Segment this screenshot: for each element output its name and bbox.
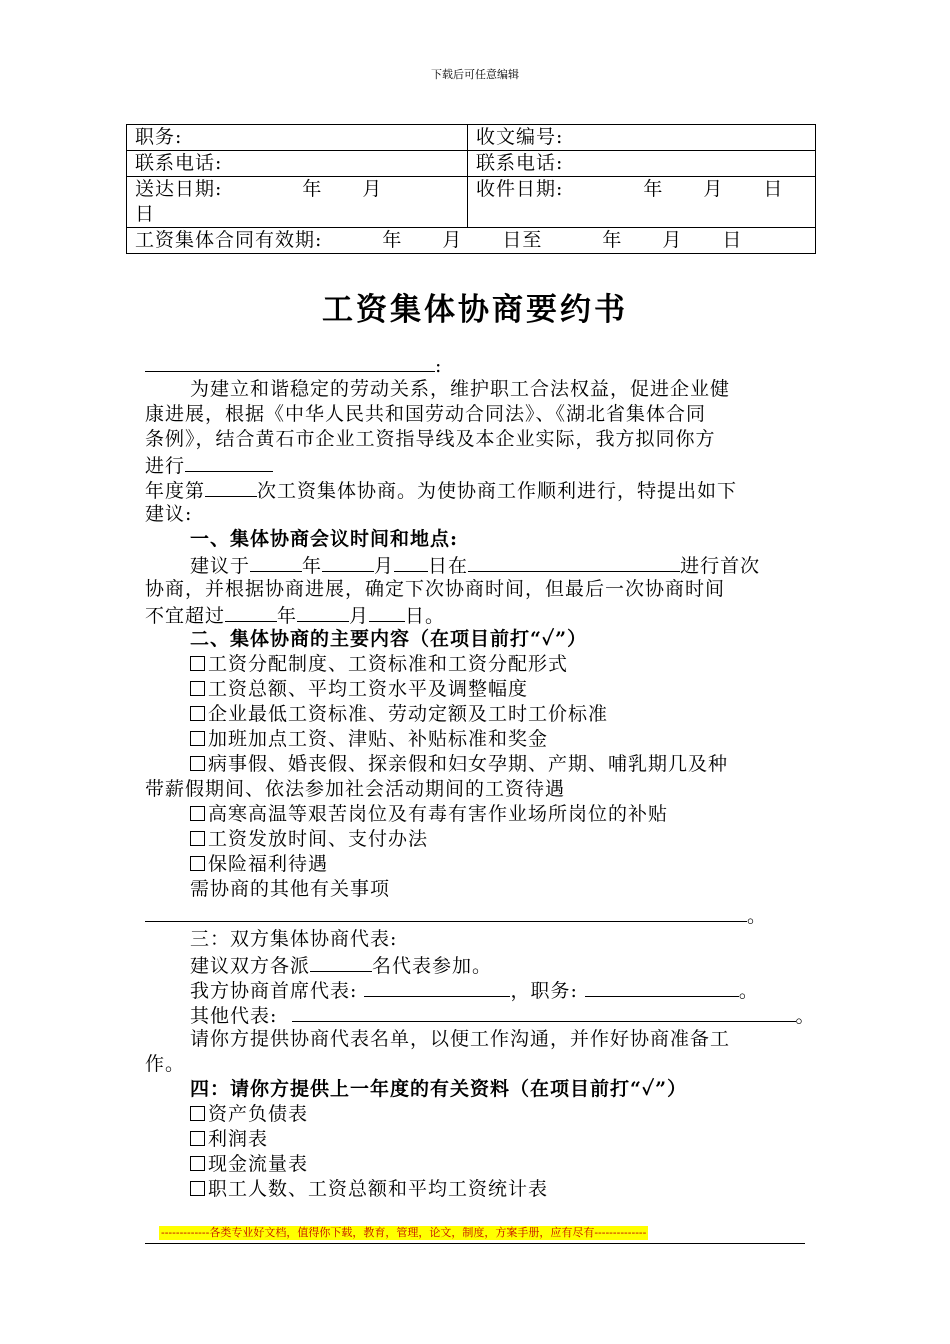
intro-line5 (145, 477, 737, 504)
s1-l3-text-c: 月 (349, 605, 370, 627)
s1-place-blank (468, 552, 680, 572)
delivery-date-cell (127, 177, 468, 228)
addressee-blank (145, 352, 435, 372)
receipt-date-cell (468, 177, 816, 228)
intro-line1: 为建立和谐稳定的劳动关系，维护职工合法权益，促进企业健 (190, 378, 731, 400)
section3-line3 (190, 1002, 816, 1029)
footer-banner: -------------各类专业好文档，值得你下载，教育，管理，论文，制度，方案手册，应有尽有-------------- (161, 1226, 647, 1239)
item-label: 加班加点工资、津贴、补贴标准和奖金 (208, 728, 549, 750)
phone-cell-right (468, 151, 816, 177)
year-blank (185, 452, 273, 472)
s3-l1-text-a: 建议双方各派 (190, 955, 311, 977)
section2-item[interactable] (190, 727, 548, 752)
item-label: 现金流量表 (208, 1153, 309, 1175)
item-label: 工资发放时间、支付办法 (208, 828, 429, 850)
item-label: 利润表 (208, 1128, 269, 1150)
section2-item[interactable] (190, 827, 428, 852)
checkbox[interactable] (190, 1131, 205, 1146)
intro-line4-text: 进行 (145, 455, 186, 477)
s1-day-blank (394, 552, 428, 572)
contract-validity: 工资集体合同有效期: 年 月 日至 年 月 日 (135, 229, 743, 251)
s1-month-blank (322, 552, 374, 572)
chief-rep-blank (364, 977, 510, 997)
section2-item[interactable] (190, 852, 328, 877)
other-matters-period: 。 (747, 905, 768, 927)
section2-item[interactable] (190, 752, 728, 777)
item-label: 资产负债表 (208, 1103, 309, 1125)
phone-label-left: 联系电话: (135, 152, 223, 174)
other-matters: 需协商的其他有关事项 (190, 878, 391, 900)
s1-l3-day-blank (369, 602, 405, 622)
s3-l3-text-b: 。 (795, 1005, 816, 1027)
checkbox[interactable] (190, 681, 205, 696)
rep-count-blank (310, 952, 372, 972)
section2-item[interactable] (190, 702, 608, 727)
intro-line3: 条例》，结合黄石市企业工资指导线及本企业实际，我方拟同你方 (145, 428, 716, 450)
s3-l2-text-a: 我方协商首席代表: (190, 980, 358, 1002)
phone-label-right: 联系电话: (476, 152, 564, 174)
section3-line2 (190, 977, 759, 1004)
item-label: 企业最低工资标准、劳动定额及工时工价标准 (208, 703, 609, 725)
intro-line2: 康进展，根据《中华人民共和国劳动合同法》、《湖北省集体合同 (145, 403, 707, 425)
doc-number-label: 收文编号: (476, 126, 564, 148)
section1-line2: 协商，并根据协商进展，确定下次协商时间，但最后一次协商时间 (145, 578, 726, 600)
s3-l2-text-b: ，职务: (510, 980, 578, 1002)
checkbox[interactable] (190, 656, 205, 671)
position-label: 职务: (135, 126, 183, 148)
s3-l1-text-b: 名代表参加。 (372, 955, 493, 977)
s1-year-blank (250, 552, 302, 572)
salutation-colon: : (435, 355, 443, 377)
checkbox[interactable] (190, 1181, 205, 1196)
receipt-date: 收件日期: 年 月 日 (476, 178, 784, 200)
s3-l3-text-a: 其他代表: (190, 1005, 278, 1027)
section4-heading: 四：请你方提供上一年度的有关资料（在项目前打“✓”） (190, 1078, 688, 1100)
item-label: 职工人数、工资总额和平均工资统计表 (208, 1178, 549, 1200)
s1-text-c: 月 (374, 555, 395, 577)
intro-line6: 建议: (145, 503, 193, 525)
item-label: 工资分配制度、工资标准和工资分配形式 (208, 653, 569, 675)
position-cell (127, 125, 468, 151)
s3-l2-text-c: 。 (738, 980, 759, 1002)
s1-text-e: 进行首次 (680, 555, 761, 577)
checkbox[interactable] (190, 856, 205, 871)
doc-number-cell (468, 125, 816, 151)
footer-rule (145, 1243, 805, 1244)
page-title: 工资集体协商要约书 (322, 292, 628, 328)
item-label: 病事假、婚丧假、探亲假和妇女孕期、产期、哺乳期几及种 (208, 753, 729, 775)
checkbox[interactable] (190, 731, 205, 746)
section4-item[interactable] (190, 1177, 548, 1202)
s1-l3-text-a: 不宜超过 (145, 605, 226, 627)
other-matters-blank (145, 902, 747, 922)
item-label: 高寒高温等艰苦岗位及有毒有害作业场所岗位的补贴 (208, 803, 669, 825)
section1-line3 (145, 602, 445, 629)
section2-heading: 二、集体协商的主要内容（在项目前打“✓”） (190, 628, 588, 650)
intro-line5-suffix: 次工资集体协商。为使协商工作顺利进行，特提出如下 (257, 480, 738, 502)
checkbox[interactable] (190, 756, 205, 771)
section4-item[interactable] (190, 1127, 268, 1152)
other-matters-line (145, 902, 767, 929)
checkbox[interactable] (190, 706, 205, 721)
item-label: 保险福利待遇 (208, 853, 329, 875)
contract-validity-cell (127, 228, 816, 254)
s1-l3-text-d: 日。 (405, 605, 446, 627)
delivery-date-line1: 送达日期: 年 月 (135, 178, 383, 200)
section3-line4: 请你方提供协商代表名单，以便工作沟通，并作好协商准备工 (190, 1028, 731, 1050)
round-blank (205, 477, 257, 497)
s1-l3-month-blank (297, 602, 349, 622)
section3-heading: 三：双方集体协商代表: (190, 928, 398, 950)
section4-item[interactable] (190, 1152, 308, 1177)
phone-cell-left (127, 151, 468, 177)
chief-rep-position-blank (585, 977, 739, 997)
salutation-line (145, 352, 442, 379)
s1-text-a: 建议于 (190, 555, 251, 577)
s1-l3-text-b: 年 (277, 605, 298, 627)
section2-item[interactable] (190, 677, 528, 702)
delivery-date-line2: 日 (135, 203, 156, 225)
checkbox[interactable] (190, 1106, 205, 1121)
s1-l3-year-blank (225, 602, 277, 622)
section3-line1 (190, 952, 492, 979)
section2-item[interactable] (190, 802, 668, 827)
header-note: 下载后可任意编辑 (431, 68, 519, 81)
checkbox[interactable] (190, 806, 205, 821)
checkbox[interactable] (190, 1156, 205, 1171)
section4-item[interactable] (190, 1102, 308, 1127)
item-label: 工资总额、平均工资水平及调整幅度 (208, 678, 529, 700)
s1-text-b: 年 (302, 555, 323, 577)
section2-item[interactable] (190, 652, 568, 677)
section3-line5: 作。 (145, 1053, 186, 1075)
section1-line1 (190, 552, 760, 579)
intro-line4 (145, 452, 273, 479)
section2-item5-cont: 带薪假期间、依法参加社会活动期间的工资待遇 (145, 778, 566, 800)
checkbox[interactable] (190, 831, 205, 846)
info-table (126, 124, 816, 254)
other-reps-blank (292, 1002, 796, 1022)
s1-text-d: 日在 (428, 555, 469, 577)
intro-line5-prefix: 年度第 (145, 480, 206, 502)
section1-heading: 一、集体协商会议时间和地点: (190, 528, 459, 550)
